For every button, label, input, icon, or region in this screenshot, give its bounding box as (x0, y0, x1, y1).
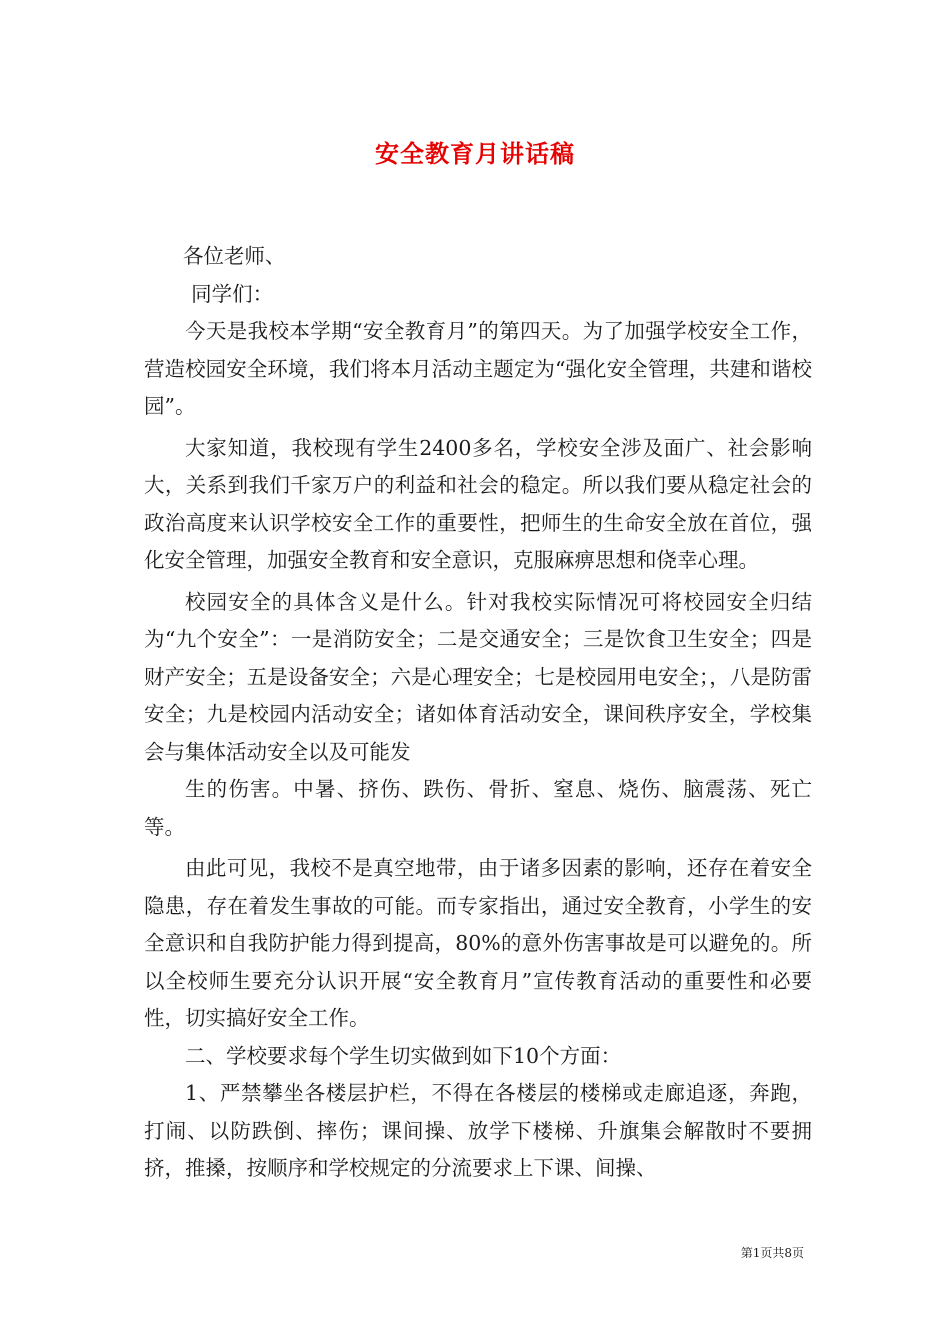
page-number: 第1页共8页 (740, 1246, 804, 1260)
greeting-line: 各位老师、 (182, 244, 286, 268)
document-body (144, 238, 812, 1188)
greeting-line: 同学们： (191, 281, 274, 306)
paragraph: 校园安全的具体含义是什么。针对我校实际情况可将校园安全归结为“九个安全”：一是消防安全；二是交通安全；三是饮食卫生安全；四是财产安全；五是设备安全；六是心理安全；七是校园用电安全；，八是防雷安全；九是校园内活动安全；诸如体育活动安全，课间秩序安全，学校集会与集体活动安全以及可能发 (144, 589, 812, 764)
paragraph: 生的伤害。中暑、挤伤、跌伤、骨折、窒息、烧伤、脑震荡、死亡等。 (144, 777, 812, 839)
document-title: 安全教育月讲话稿 (375, 139, 575, 168)
paragraph: 今天是我校本学期“安全教育月”的第四天。为了加强学校安全工作，营造校园安全环境，我们将本月活动主题定为“强化安全管理，共建和谐校园”。 (144, 319, 812, 418)
paragraph: 二、学校要求每个学生切实做到如下10个方面： (185, 1043, 622, 1068)
paragraph: 1、严禁攀坐各楼层护栏，不得在各楼层的楼梯或走廊追逐，奔跑，打闹、以防跌倒、摔伤；课间操、放学下楼梯、升旗集会解散时不要拥挤，推搡，按顺序和学校规定的分流要求上下课、间操、 (144, 1081, 812, 1180)
paragraph: 由此可见，我校不是真空地带，由于诸多因素的影响，还存在着安全隐患，存在着发生事故的可能。而专家指出，通过安全教育，小学生的安全意识和自我防护能力得到提高，80%的意外伤害事故是可以避免的。所以全校师生要充分认识开展“安全教育月”宣传教育活动的重要性和必要性，切实搞好安全工作。 (144, 856, 812, 1030)
paragraph: 大家知道，我校现有学生2400多名，学校安全涉及面广、社会影响大，关系到我们千家万户的利益和社会的稳定。所以我们要从稳定社会的政治高度来认识学校安全工作的重要性，把师生的生命安全放在首位，强化安全管理，加强安全教育和安全意识，克服麻痹思想和侥幸心理。 (144, 435, 812, 572)
